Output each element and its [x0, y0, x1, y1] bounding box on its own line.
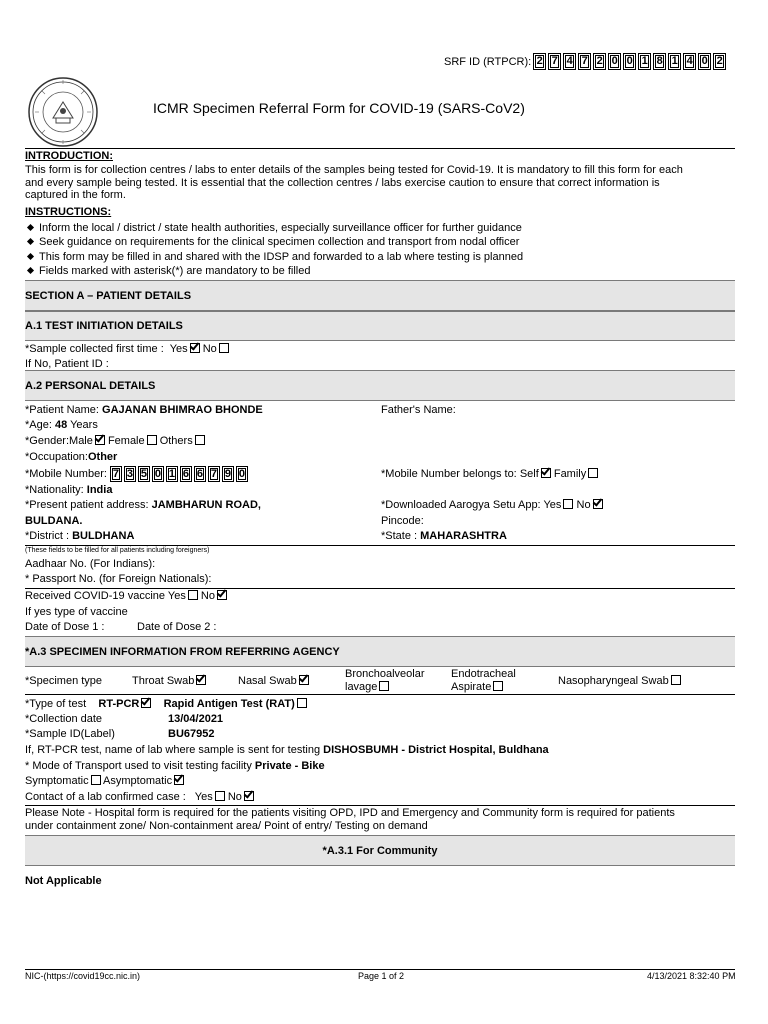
divider: [25, 545, 735, 546]
footer-divider: [25, 969, 735, 970]
instruction-item: Fields marked with asterisk(*) are mandatory to be filled: [28, 265, 310, 277]
aadhaar-label: Aadhaar No. (For Indians):: [25, 558, 156, 570]
contact-row: Contact of a lab confirmed case : Yes No: [25, 791, 254, 803]
aarogya-yes-checkbox[interactable]: [563, 499, 573, 509]
age-value: 48: [54, 419, 68, 431]
patient-id-label: If No, Patient ID :: [25, 358, 109, 370]
address-line-2: BULDANA.: [25, 515, 83, 527]
a3-header: *A.3 SPECIMEN INFORMATION FROM REFERRING AGENCY: [25, 636, 735, 667]
nationality-value: India: [86, 484, 113, 496]
srf-id-digit: 1: [668, 53, 681, 70]
mobile-number-digits: [110, 466, 250, 482]
symptomatic-checkbox[interactable]: [91, 775, 101, 785]
state-row: *State : MAHARASHTRA: [381, 530, 507, 542]
occupation-value: Other: [87, 451, 118, 463]
gender-others-checkbox[interactable]: [195, 435, 205, 445]
nasal-swab-option: Nasal Swab: [238, 675, 309, 687]
gender-male-checkbox[interactable]: [95, 435, 105, 445]
district-row: *District : BULDHANA: [25, 530, 135, 542]
bullet-icon: [27, 238, 34, 245]
divider: [25, 805, 735, 806]
district-value: BULDHANA: [72, 530, 135, 542]
sample-id-label: *Sample ID(Label): [25, 728, 115, 740]
broncho-checkbox[interactable]: [379, 681, 389, 691]
gender-female-checkbox[interactable]: [147, 435, 157, 445]
mobile-digit: 6: [194, 466, 206, 482]
divider: [25, 588, 735, 589]
bullet-icon: [27, 267, 34, 274]
icmr-logo-icon: [27, 76, 99, 148]
mobile-digit: 0: [152, 466, 164, 482]
bullet-icon: [27, 224, 34, 231]
mobile-digit: 6: [180, 466, 192, 482]
srf-id-digit: 0: [698, 53, 711, 70]
introduction-heading: INTRODUCTION:: [25, 150, 113, 162]
a31-header: *A.3.1 For Community: [25, 835, 735, 866]
aarogya-row: *Downloaded Aarogya Setu App: Yes No: [381, 499, 603, 511]
bullet-icon: [27, 253, 34, 260]
broncho-option: Bronchoalveolar lavage: [345, 668, 425, 693]
mobile-belongs-row: *Mobile Number belongs to: Self Family: [381, 468, 598, 480]
a1-header: A.1 TEST INITIATION DETAILS: [25, 311, 735, 341]
srf-id-digit: 4: [683, 53, 696, 70]
srf-id: [444, 53, 728, 70]
instruction-item: Seek guidance on requirements for the clinical specimen collection and transport from nodal officer: [28, 236, 519, 248]
footer-left: NIC-(https://covid19cc.nic.in): [25, 971, 141, 981]
nasopharyngeal-checkbox[interactable]: [671, 675, 681, 685]
srf-id-digit: 2: [593, 53, 606, 70]
pincode-label: Pincode:: [381, 515, 424, 527]
section-a-header: SECTION A – PATIENT DETAILS: [25, 280, 735, 311]
collection-date-value: 13/04/2021: [168, 713, 224, 725]
symptom-row: Symptomatic Asymptomatic: [25, 775, 184, 787]
mobile-digit: 3: [124, 466, 136, 482]
instruction-item: This form may be filled in and shared with the IDSP and forwarded to a lab where testing is planned: [28, 251, 523, 263]
divider: [25, 694, 735, 695]
srf-id-digit: 7: [548, 53, 561, 70]
introduction-text: [25, 164, 725, 202]
hospital-note: Please Note - Hospital form is required for the patients visiting OPD, IPD and Emergency and Community form is required for patients under containment zone/ Non-containment area/ Point of entry/ Testing on demand: [25, 807, 675, 832]
contact-no-checkbox[interactable]: [244, 791, 254, 801]
mobile-self-checkbox[interactable]: [541, 468, 551, 478]
passport-label: * Passport No. (for Foreign Nationals):: [25, 573, 212, 585]
intro-line: This form is for collection centres / labs to enter details of the samples being tested for Covid-19. It is mandatory to fill this form for each: [25, 164, 683, 176]
srf-id-digits: [533, 53, 728, 70]
rat-checkbox[interactable]: [297, 698, 307, 708]
endotracheal-checkbox[interactable]: [493, 681, 503, 691]
srf-id-digit: 2: [533, 53, 546, 70]
vaccine-row: Received COVID-19 vaccine Yes No: [25, 590, 227, 602]
vaccine-yes-checkbox[interactable]: [188, 590, 198, 600]
age-row: *Age: 48 Years: [25, 419, 98, 431]
occupation-row: *Occupation:Other: [25, 451, 118, 463]
rtpcr-checkbox[interactable]: [141, 698, 151, 708]
lab-value: DISHOSBUMH - District Hospital, Buldhana: [323, 744, 549, 756]
type-of-test-row: *Type of test RT-PCR Rapid Antigen Test (RAT): [25, 698, 307, 710]
mobile-digit: 5: [138, 466, 150, 482]
srf-id-digit: 4: [563, 53, 576, 70]
nasal-swab-checkbox[interactable]: [299, 675, 309, 685]
form-title: ICMR Specimen Referral Form for COVID-19 (SARS-CoV2): [153, 100, 525, 116]
dose1-label: Date of Dose 1 :: [25, 621, 105, 633]
nasopharyngeal-option: Nasopharyngeal Swab: [558, 675, 681, 687]
specimen-type-label: *Specimen type: [25, 675, 103, 687]
title-divider: [25, 148, 735, 149]
sample-id-value: BU67952: [168, 728, 215, 740]
throat-swab-option: Throat Swab: [132, 675, 206, 687]
transport-row: * Mode of Transport used to visit testing facility Private - Bike: [25, 760, 325, 772]
vaccine-type-label: If yes type of vaccine: [25, 606, 128, 618]
throat-swab-checkbox[interactable]: [196, 675, 206, 685]
mobile-family-checkbox[interactable]: [588, 468, 598, 478]
mobile-digit: 7: [208, 466, 220, 482]
sample-first-yes-checkbox[interactable]: [190, 343, 200, 353]
instruction-item: Inform the local / district / state health authorities, especially surveillance officer for further guidance: [28, 222, 522, 234]
srf-id-digit: 2: [713, 53, 726, 70]
father-name-label: Father's Name:: [381, 404, 456, 416]
mobile-digit: 0: [236, 466, 248, 482]
contact-yes-checkbox[interactable]: [215, 791, 225, 801]
mobile-digit: 7: [110, 466, 122, 482]
mobile-digit: 9: [222, 466, 234, 482]
patient-name-row: *Patient Name: GAJANAN BHIMRAO BHONDE: [25, 404, 263, 416]
address-value: JAMBHARUN ROAD,: [151, 499, 261, 511]
srf-id-digit: 1: [638, 53, 651, 70]
state-value: MAHARASHTRA: [420, 530, 507, 542]
sample-first-no-checkbox[interactable]: [219, 343, 229, 353]
srf-id-digit: 8: [653, 53, 666, 70]
asymptomatic-checkbox[interactable]: [174, 775, 184, 785]
srf-id-digit: 0: [623, 53, 636, 70]
nationality-row: *Nationality: India: [25, 484, 113, 496]
community-value: Not Applicable: [25, 875, 102, 887]
endotracheal-option: Endotracheal Aspirate: [451, 668, 516, 693]
transport-value: Private - Bike: [254, 760, 325, 772]
gender-row: *Gender:Male Female Others: [25, 435, 205, 447]
dose2-label: Date of Dose 2 :: [137, 621, 217, 633]
collection-date-label: *Collection date: [25, 713, 103, 725]
vaccine-no-checkbox[interactable]: [217, 590, 227, 600]
instructions-heading: INSTRUCTIONS:: [25, 206, 112, 218]
mobile-row: *Mobile Number: 7 3 5 0 1 6 6 7 9 0: [25, 466, 250, 482]
lab-row: If, RT-PCR test, name of lab where sample is sent for testing DISHOSBUMH - District Hospital, Buldhana: [25, 744, 549, 756]
address-row: *Present patient address: JAMBHARUN ROAD,: [25, 499, 261, 511]
patient-name-value: GAJANAN BHIMRAO BHONDE: [102, 404, 263, 416]
a2-header: A.2 PERSONAL DETAILS: [25, 370, 735, 401]
srf-id-digit: 0: [608, 53, 621, 70]
footer-page: Page 1 of 2: [358, 971, 405, 981]
srf-id-digit: 7: [578, 53, 591, 70]
mobile-digit: 1: [166, 466, 178, 482]
srf-id-label: SRF ID (RTPCR):: [444, 55, 532, 68]
sample-first-row: *Sample collected first time : Yes No: [25, 343, 229, 355]
aarogya-no-checkbox[interactable]: [593, 499, 603, 509]
fields-note: (These fields to be filled for all patients including foreigners): [25, 547, 210, 554]
intro-line: and every sample being tested. It is essential that the collection centres / labs exercise caution to ensure that correct information is: [25, 176, 660, 189]
intro-line: captured in the form.: [25, 189, 126, 201]
footer-timestamp: 4/13/2021 8:32:40 PM: [647, 971, 736, 981]
